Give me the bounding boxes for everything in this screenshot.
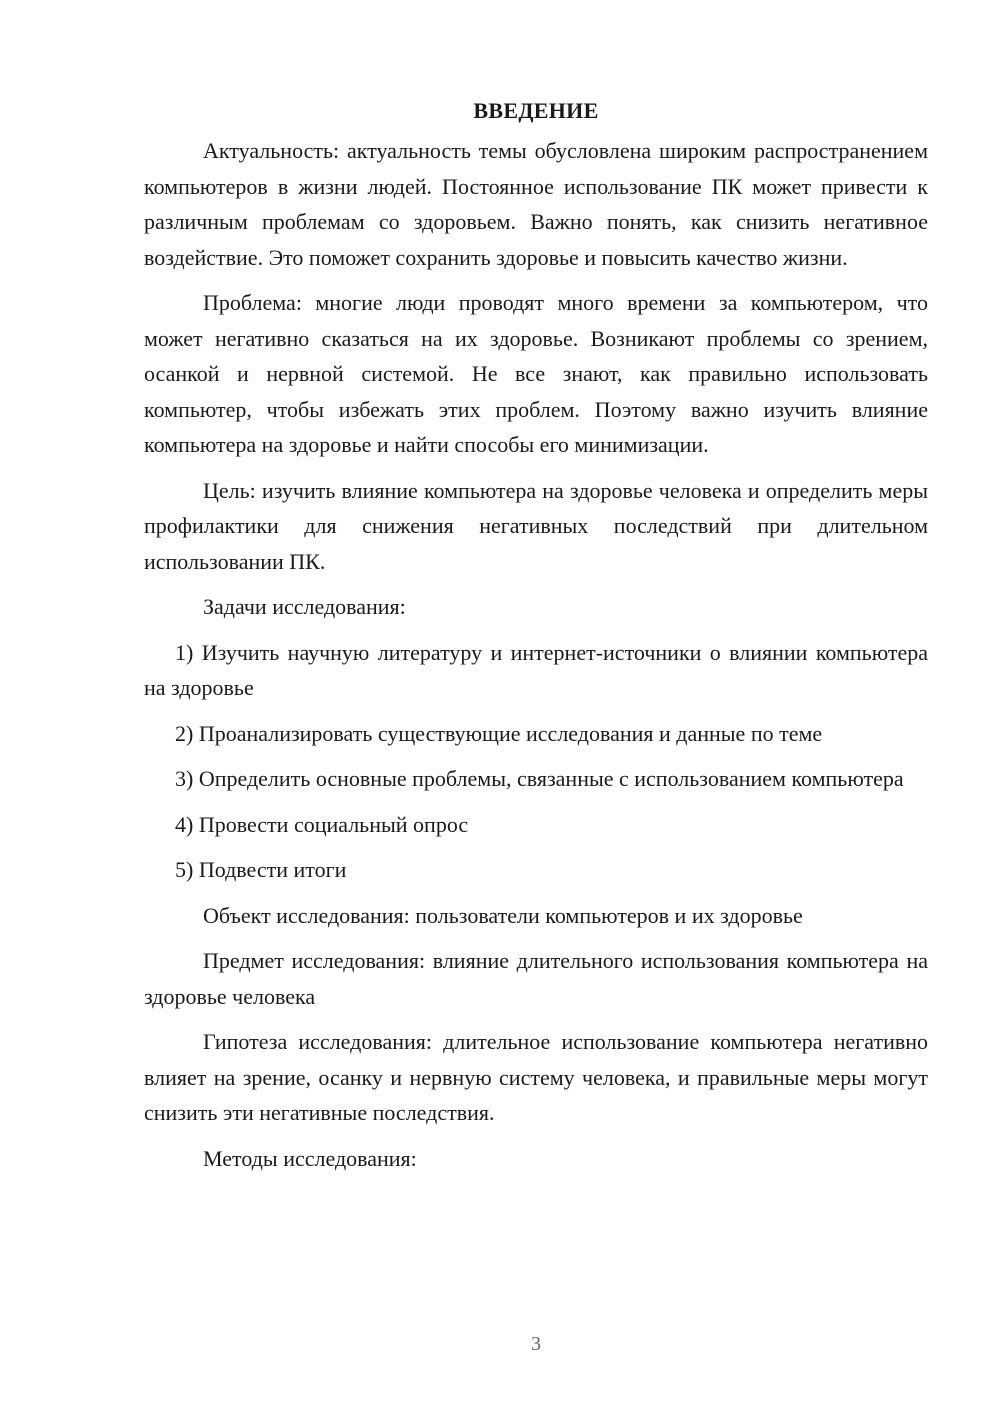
- task-item-4: 4) Провести социальный опрос: [175, 811, 469, 837]
- page-number: 3: [531, 1333, 541, 1355]
- document-body: [144, 93, 928, 1186]
- paragraph-relevance: Актуальность: актуальность темы обусловлена широким распространением компьютеров в жизни людей. Постоянное использование ПК может привести к различным проблемам со здоровьем. Важно понять, как снизить негативное воздействие. Это поможет сохранить здоровье и повысить качество жизни.: [144, 138, 928, 270]
- paragraph-problem: Проблема: многие люди проводят много времени за компьютером, что может негативно сказаться на их здоровье. Возникают проблемы со зрением, осанкой и нервной системой. Не все знают, как правильно использовать компьютер, чтобы избежать этих проблем. Поэтому важно изучить влияние компьютера на здоровье и найти способы его минимизации.: [144, 290, 928, 457]
- task-item-5: 5) Подвести итоги: [175, 857, 347, 882]
- methods-heading: Методы исследования:: [203, 1145, 417, 1171]
- task-item-1: 1) Изучить научную литературу и интернет-источники о влиянии компьютера на здоровье: [144, 639, 928, 700]
- paragraph-goal: Цель: изучить влияние компьютера на здоровье человека и определить меры профилактики для снижения негативных последствий при длительном использовании ПК.: [144, 477, 928, 574]
- task-item-2: 2) Проанализировать существующие исследования и данные по теме: [175, 720, 823, 746]
- section-title: ВВЕДЕНИЕ: [473, 98, 599, 123]
- paragraph-object: Объект исследования: пользователи компьютеров и их здоровье: [203, 902, 803, 928]
- paragraph-subject: Предмет исследования: влияние длительного использования компьютера на здоровье человека: [144, 948, 928, 1009]
- task-item-3: 3) Определить основные проблемы, связанные с использованием компьютера: [175, 766, 904, 791]
- tasks-heading: Задачи исследования:: [203, 594, 406, 619]
- paragraph-hypothesis: Гипотеза исследования: длительное использование компьютера негативно влияет на зрение, осанку и нервную систему человека, и правильные меры могут снизить эти негативные последствия.: [144, 1029, 928, 1125]
